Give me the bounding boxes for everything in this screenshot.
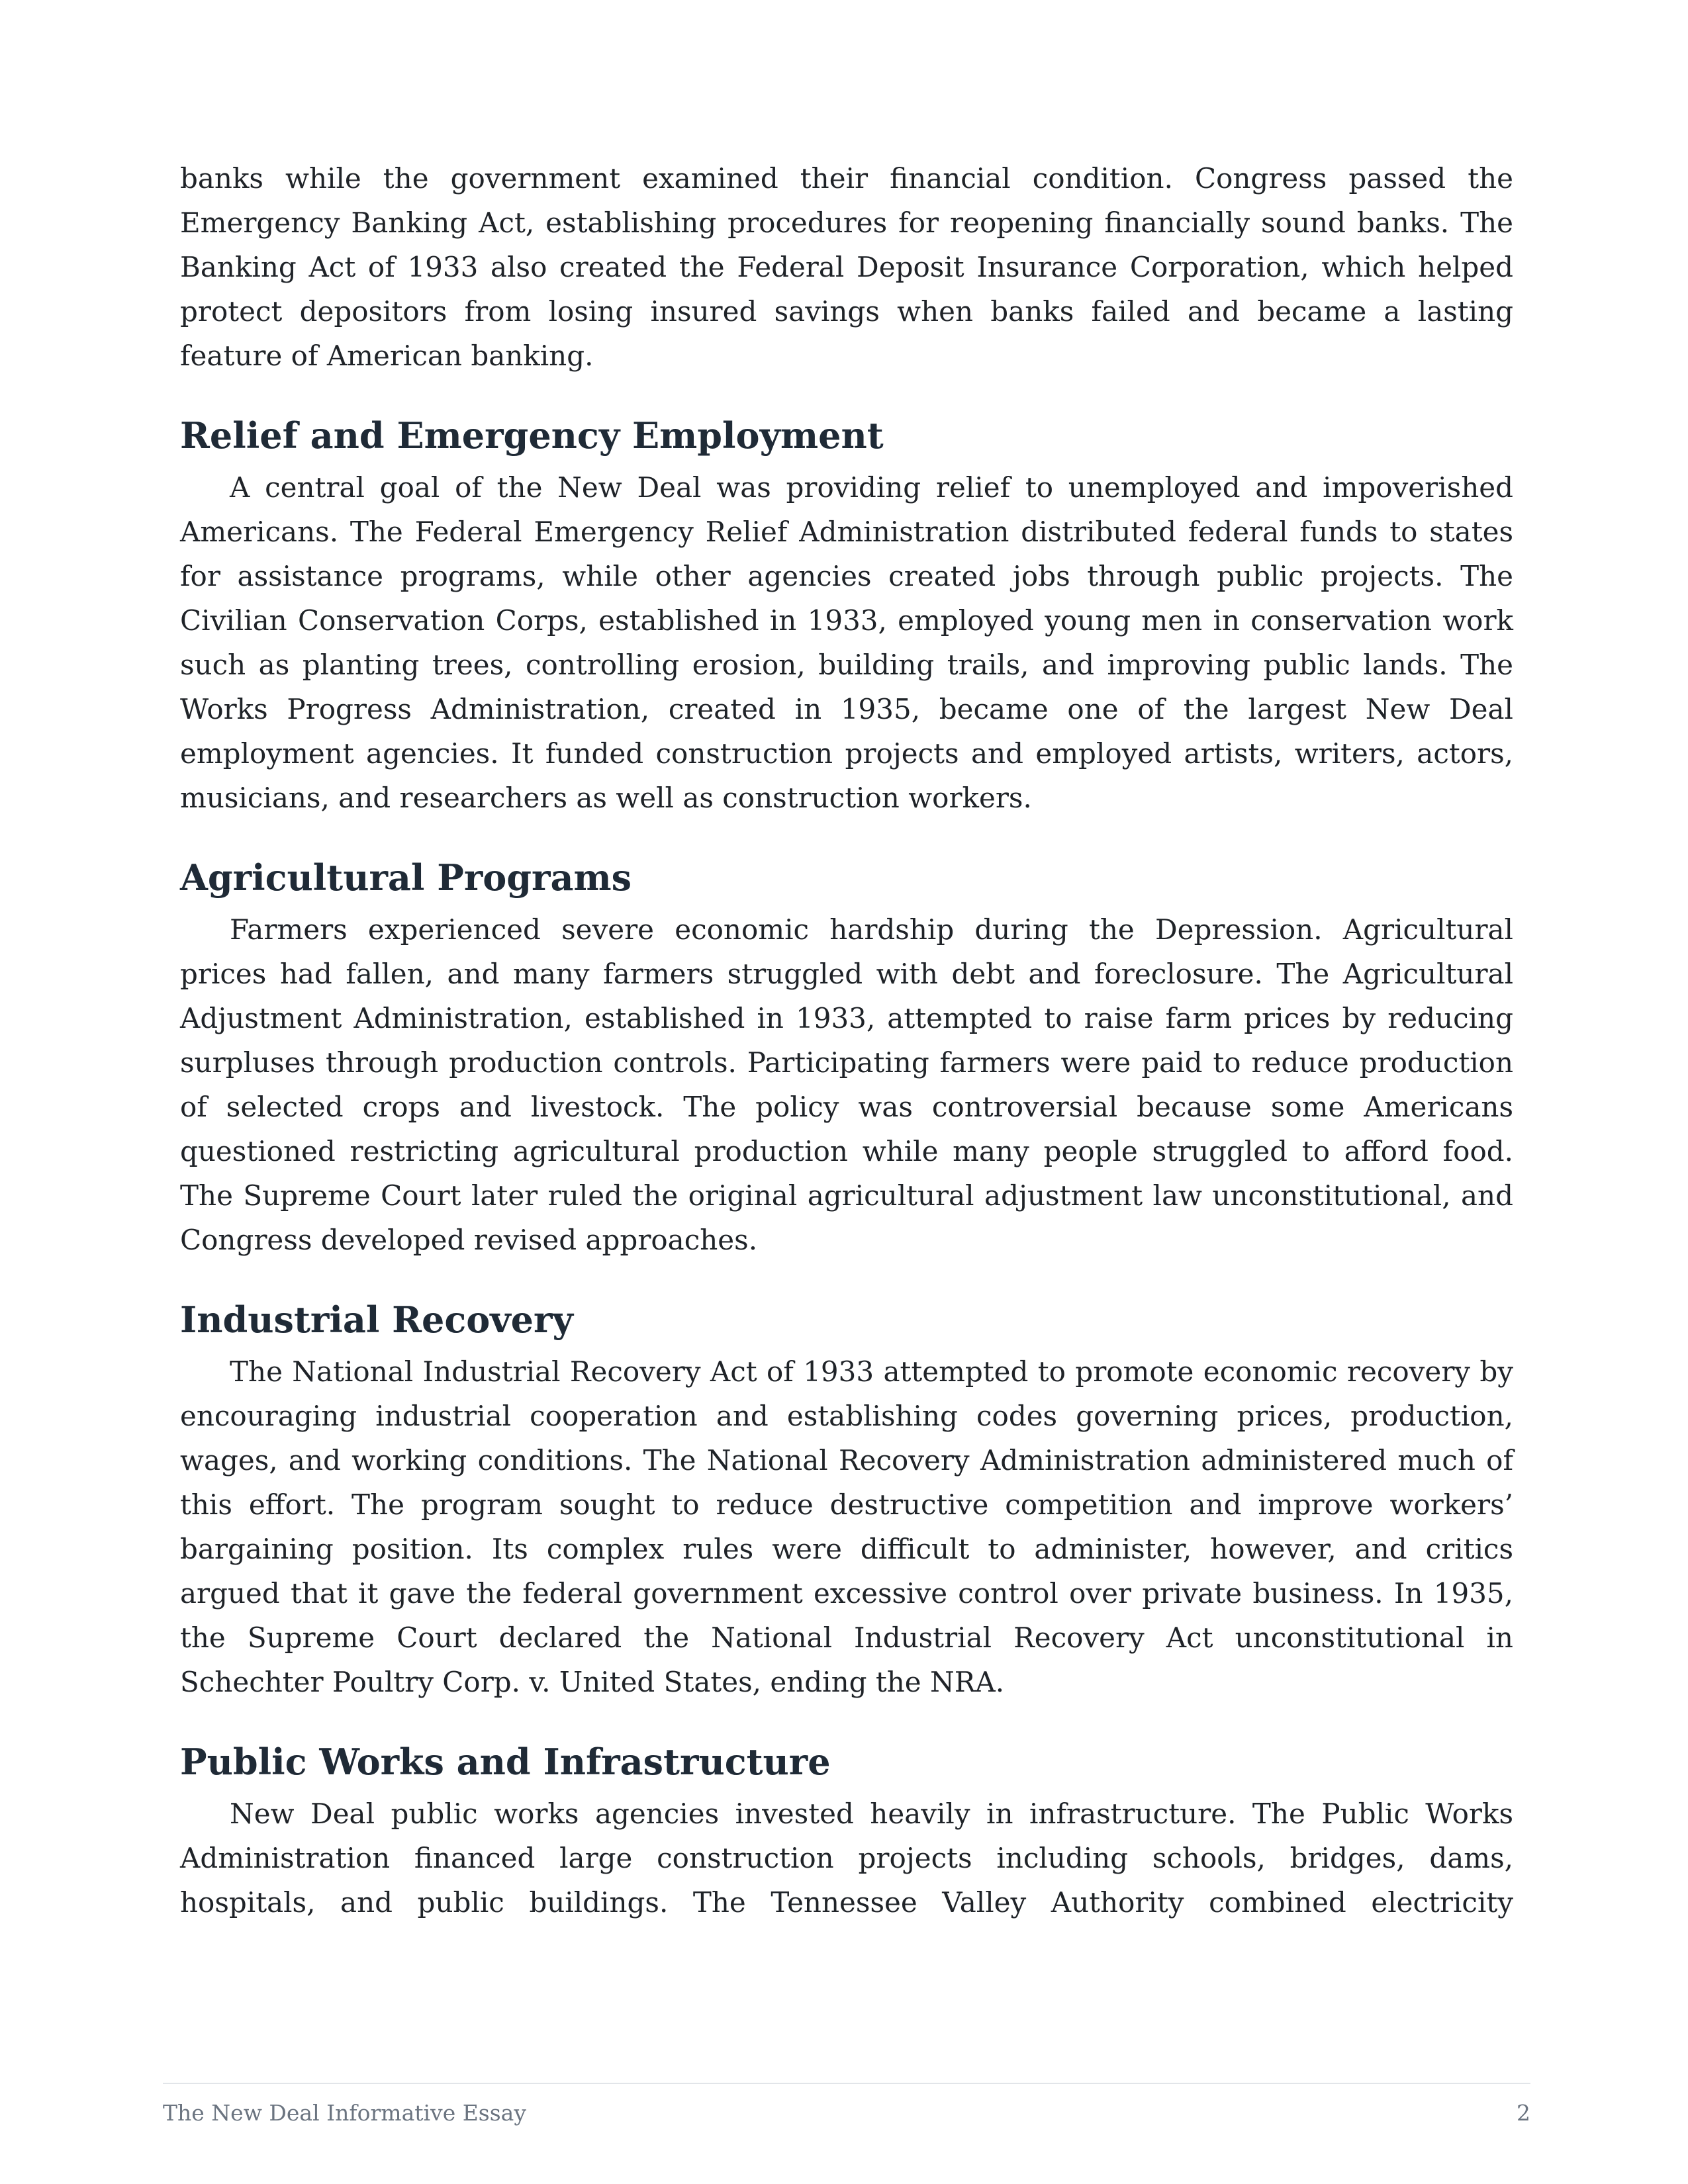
section-heading-public-works: Public Works and Infrastructure	[180, 1741, 831, 1783]
page-footer	[163, 2083, 1530, 2126]
footer-page-number: 2	[1517, 2100, 1530, 2126]
section-paragraph-industrial: The National Industrial Recovery Act of 1933 attempted to promote economic recovery by encouraging industrial cooperation and establishing codes governing prices, production, wages, and working conditions. The National Recovery Administration administered much of this effort. The program sought to reduce destructive competition and improve workers’ bargaining position. Its complex rules were difficult to administer, however, and critics argued that it gave the federal government excessive control over private business. In 1935, the Supreme Court declared the National Industrial Recovery Act unconstitutional in Schechter Poultry Corp. v. United States, ending the NRA.	[180, 1355, 1513, 1698]
section-heading-industrial: Industrial Recovery	[180, 1298, 573, 1341]
section-paragraph-agriculture: Farmers experienced severe economic hardship during the Depression. Agricultural prices had fallen, and many farmers struggled with debt and foreclosure. The Agricultural Adjustment Administration, established in 1933, attempted to raise farm prices by reducing surpluses through production controls. Participating farmers were paid to reduce production of selected crops and livestock. The policy was controversial because some Americans questioned restricting agricultural production while many people struggled to afford food. The Supreme Court later ruled the original agricultural adjustment law unconstitutional, and Congress developed revised approaches.	[180, 913, 1513, 1256]
footer-title: The New Deal Informative Essay	[163, 2100, 526, 2126]
intro-paragraph: banks while the government examined their financial condition. Congress passed the Emergency Banking Act, establishing procedures for reopening financially sound banks. The Banking Act of 1933 also created the Federal Deposit Insurance Corporation, which helped protect depositors from losing insured savings when banks failed and became a lasting feature of American banking.	[180, 162, 1513, 372]
document-body	[180, 156, 1513, 1925]
section-paragraph-relief: A central goal of the New Deal was providing relief to unemployed and impoverished Americans. The Federal Emergency Relief Administration distributed federal funds to states for assistance programs, while other agencies created jobs through public projects. The Civilian Conservation Corps, established in 1933, employed young men in conservation work such as planting trees, controlling erosion, building trails, and improving public lands. The Works Progress Administration, created in 1935, became one of the largest New Deal employment agencies. It funded construction projects and employed artists, writers, actors, musicians, and researchers as well as construction workers.	[180, 471, 1513, 814]
section-paragraph-public-works: New Deal public works agencies invested heavily in infrastructure. The Public Works Administration financed large construction projects including schools, bridges, dams, hospitals, and public buildings. The Tennessee Valley Authority combined electricity	[180, 1797, 1513, 1919]
section-heading-relief: Relief and Emergency Employment	[180, 414, 884, 457]
section-heading-agriculture: Agricultural Programs	[180, 856, 632, 899]
